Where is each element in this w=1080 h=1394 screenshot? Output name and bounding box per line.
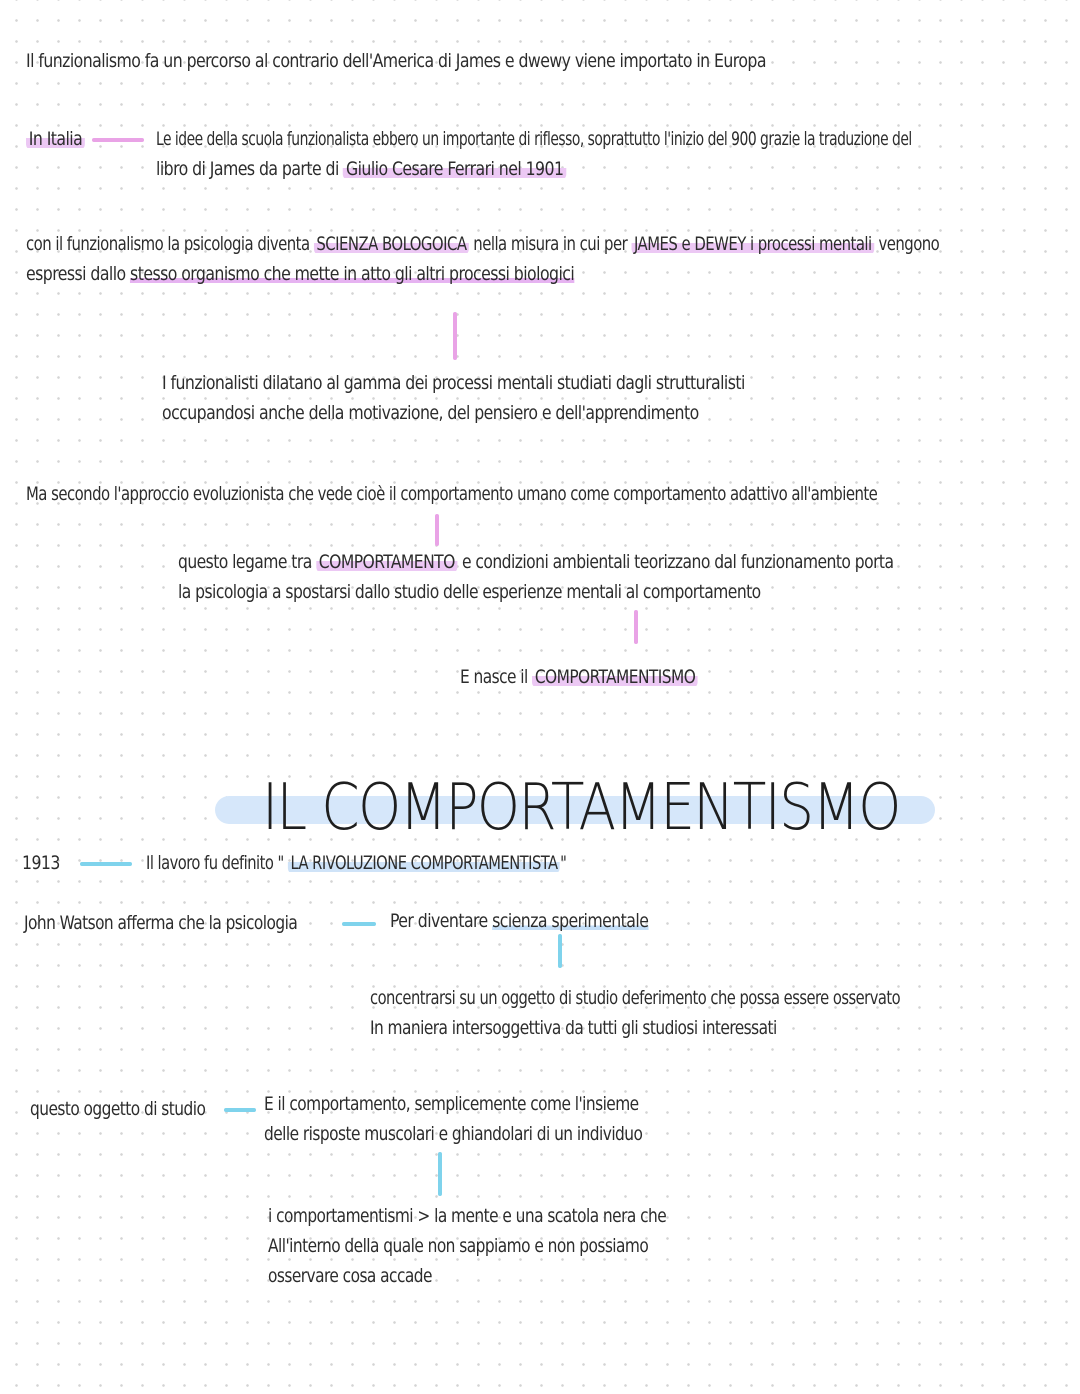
section-title: IL COMPORTAMENTISMO — [262, 771, 900, 845]
anno-text — [146, 848, 566, 878]
anno-text-pre: Il lavoro fu definito " — [146, 852, 288, 874]
nasce-line — [460, 662, 698, 692]
biologica-line-2 — [26, 259, 574, 289]
organismo-underline: stesso organismo che mette in atto gli altri processi biologici — [130, 263, 575, 285]
italia-label — [26, 124, 85, 154]
studio-label: questo oggetto di studio — [30, 1098, 206, 1120]
oggetto-line-1: concentrarsi su un oggetto di studio deferimento che possa essere osservato — [370, 987, 901, 1009]
watson-connector — [342, 922, 376, 926]
anno-label: 1913 — [22, 852, 60, 874]
studio-line-1: E il comportamento, semplicemente come l'insieme — [264, 1093, 639, 1115]
italia-line-2 — [156, 154, 566, 184]
evoluzionista-connector — [435, 514, 439, 546]
scatola-line-1: i comportamentismi > la mente e una scatola nera che — [268, 1205, 667, 1227]
italia-connector — [92, 138, 144, 142]
legame-text-1: questo legame tra — [178, 551, 317, 573]
italia-label-highlight: In Italia — [26, 128, 85, 150]
legame-connector — [634, 610, 638, 644]
watson-down-connector — [558, 934, 562, 968]
biologica-connector — [453, 312, 457, 360]
rivoluzione-highlight: LA RIVOLUZIONE COMPORTAMENTISTA — [288, 852, 560, 874]
biologica-line-1 — [26, 229, 939, 259]
sperimentale-underline: scienza sperimentale — [492, 910, 649, 932]
nasce-text: E nasce il — [460, 666, 533, 688]
evoluzionista-line: Ma secondo l'approccio evoluzionista che vede cioè il comportamento umano come comportamento adattivo all'ambiente — [26, 483, 878, 505]
anno-connector — [80, 862, 132, 866]
scatola-line-3: osservare cosa accade — [268, 1265, 432, 1287]
intro-line: Il funzionalismo fa un percorso al contrario dell'America di James e dwewy viene importato in Europa — [26, 50, 766, 72]
biologica-text-3: vengono — [874, 233, 940, 255]
ferrari-highlight: Giulio Cesare Ferrari nel 1901 — [343, 158, 566, 180]
biologica-text-4: espressi dallo — [26, 263, 131, 285]
anno-text-post: " — [560, 852, 567, 874]
studio-line-2: delle risposte muscolari e ghiandolari di un individuo — [264, 1123, 643, 1145]
legame-line-2: la psicologia a spostarsi dallo studio delle esperienze mentali al comportamento — [178, 581, 761, 603]
biologica-text-1: con il funzionalismo la psicologia diventa — [26, 233, 314, 255]
dilatano-line-1: I funzionalisti dilatano al gamma dei processi mentali studiati dagli strutturalisti — [162, 372, 745, 394]
oggetto-line-2: In maniera intersoggettiva da tutti gli studiosi interessati — [370, 1017, 777, 1039]
comportamentismo-highlight: COMPORTAMENTISMO — [532, 666, 698, 688]
studio-down-connector — [438, 1152, 442, 1196]
scienza-biologica-highlight: SCIENZA BOLOGOICA — [314, 233, 469, 255]
watson-label: John Watson afferma che la psicologia — [24, 912, 298, 934]
watson-text-pre: Per diventare — [390, 910, 493, 932]
italia-line-2-text: libro di James da parte di — [156, 158, 344, 180]
dilatano-line-2: occupandosi anche della motivazione, del pensiero e dell'apprendimento — [162, 402, 699, 424]
watson-text — [390, 906, 648, 936]
legame-text-2: e condizioni ambientali teorizzano dal funzionamento porta — [457, 551, 894, 573]
comportamento-highlight: COMPORTAMENTO — [316, 551, 457, 573]
italia-line-1: Le idee della scuola funzionalista ebbero un importante di riflesso, soprattutto l'inizio del 900 grazie la traduzione del — [156, 128, 912, 150]
studio-connector — [224, 1108, 256, 1112]
legame-line-1 — [178, 547, 893, 577]
biologica-text-2: nella misura in cui per — [469, 233, 632, 255]
james-dewey-highlight: JAMES e DEWEY i processi mentali — [631, 233, 874, 255]
scatola-line-2: All'interno della quale non sappiamo e non possiamo — [268, 1235, 649, 1257]
